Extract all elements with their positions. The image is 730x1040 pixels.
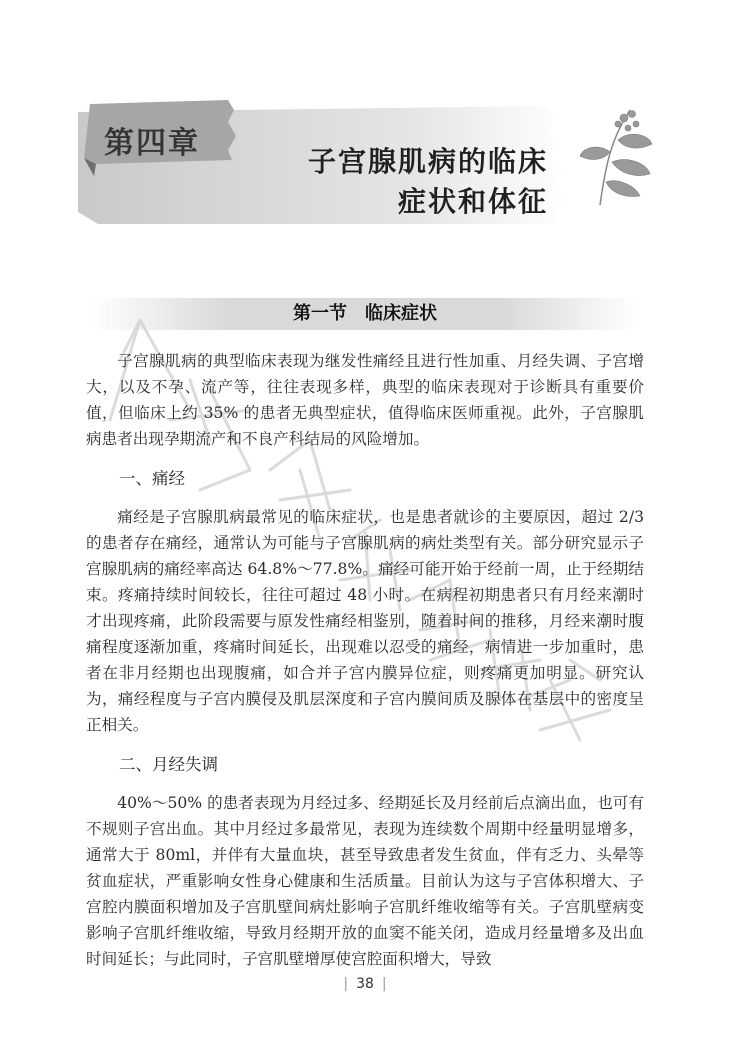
- intro-paragraph: 子宫腺肌病的典型临床表现为继发性痛经且进行性加重、月经失调、子宫增大，以及不孕、流产等，往往表现多样，典型的临床表现对于诊断具有重要价值，但临床上约 35% 的患者无典型症状，值得临床医师重视。此外，子宫腺肌病患者出现孕期流产和不良产科结局的风险增加。: [86, 352, 644, 448]
- dysmenorrhea-paragraph: 痛经是子宫腺肌病最常见的临床症状，也是患者就诊的主要原因，超过 2/3 的患者存在痛经，通常认为可能与子宫腺肌病的病灶类型有关。部分研究显示子宫腺肌病的痛经率高达 64.8%～77.8%。痛经可能开始于经前一周，止于经期结束。疼痛持续时间较长，往往可超过 48 小时。在病程初期患者只有月经来潮时才出现疼痛，此阶段需要与原发性痛经相鉴别，随着时间的推移，月经来潮时腹痛程度逐渐加重，疼痛时间延长，出现难以忍受的痛经，病情进一步加重时，患者在非月经期也出现腹痛，如合并子宫内膜异位症，则疼痛更加明显。研究认为，痛经程度与子宫内膜侵及肌层深度和子宫内膜间质及腺体在基层中的密度呈正相关。: [86, 508, 644, 734]
- plant-illustration: [560, 100, 670, 210]
- chapter-title-line-2: 症状和体征: [397, 185, 548, 218]
- subheading-dysmenorrhea: 一、痛经: [119, 469, 185, 488]
- subheading-menstrual-disorder: 二、月经失调: [119, 755, 218, 774]
- chapter-title-line-1: 子宫腺肌病的临床: [307, 145, 548, 178]
- page-footer: | 38 |: [343, 976, 387, 992]
- menstrual-disorder-paragraph: 40%～50% 的患者表现为月经过多、经期延长及月经前后点滴出血，也可有不规则子宫出血。其中月经过多最常见，表现为连续数个周期中经量明显增多，通常大于 80ml，并伴有大量血块，甚至导致患者发生贫血，伴有乏力、头晕等贫血症状，严重影响女性身心健康和生活质量。目前认为这与子宫体积增大、子宫腔内膜面积增加及子宫肌壁间病灶影响子宫肌纤维收缩等有关。子宫肌壁病变影响子宫肌纤维收缩，导致月经期开放的血窦不能关闭，造成月经量增多及出血时间延长；与此同时，子宫肌壁增厚使宫腔面积增大，导致: [86, 794, 644, 968]
- section-header: [92, 298, 638, 330]
- chapter-title: [308, 142, 548, 222]
- section-title: 第一节 临床症状: [293, 303, 437, 324]
- chapter-content: [86, 348, 644, 972]
- page-number: 38: [356, 976, 374, 992]
- chapter-label: 第四章: [104, 126, 200, 161]
